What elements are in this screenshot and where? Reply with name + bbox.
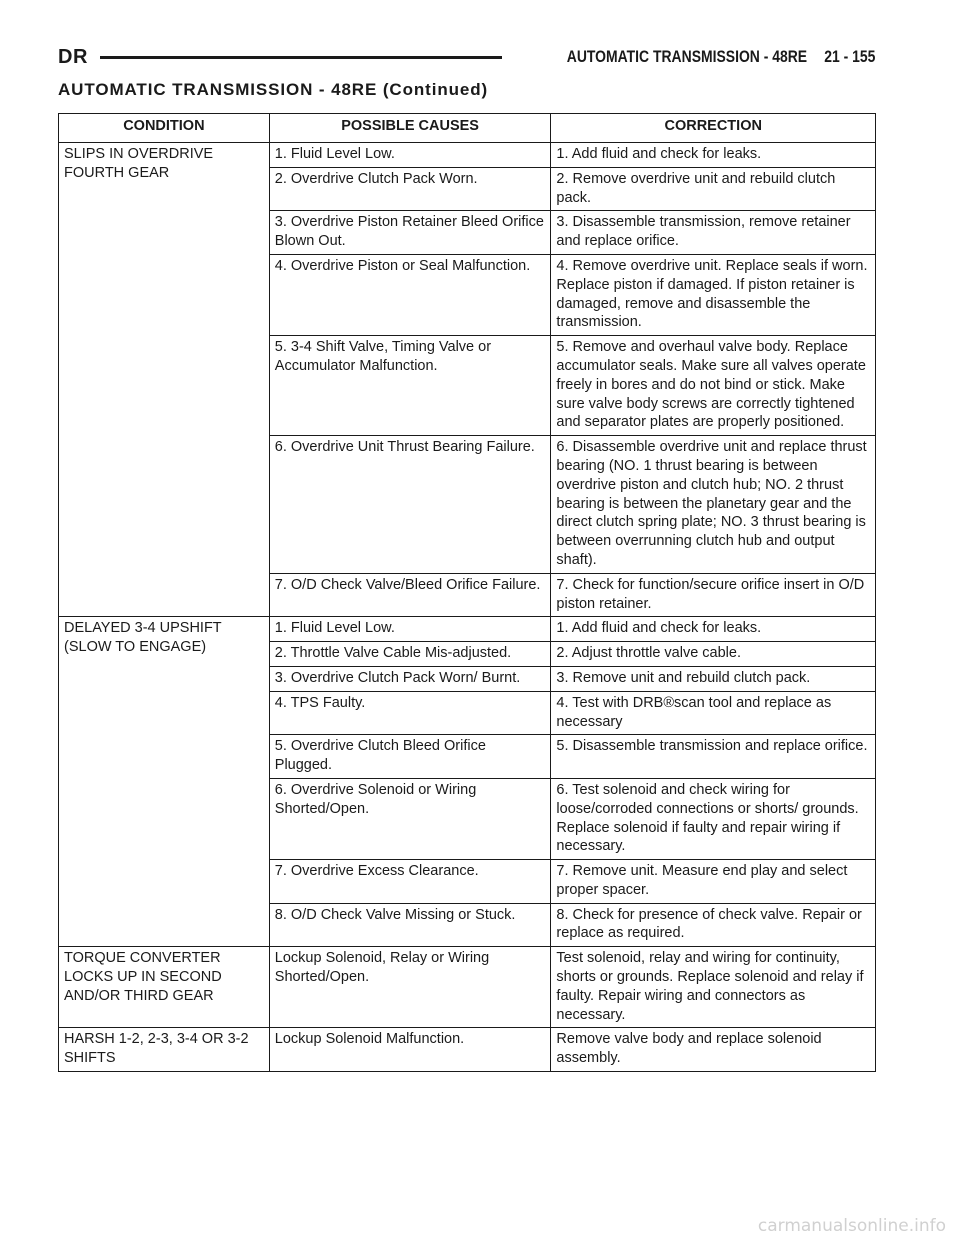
column-header-correction: CORRECTION xyxy=(551,114,876,143)
correction-cell: 2. Remove overdrive unit and rebuild clutch pack. xyxy=(551,167,876,211)
condition-cell: HARSH 1-2, 2-3, 3-4 OR 3-2 SHIFTS xyxy=(59,1028,270,1072)
cause-cell: 7. O/D Check Valve/Bleed Orifice Failure. xyxy=(269,573,551,617)
cause-cell: 3. Overdrive Clutch Pack Worn/ Burnt. xyxy=(269,666,551,691)
cause-cell: 3. Overdrive Piston Retainer Bleed Orifice Blown Out. xyxy=(269,211,551,255)
correction-cell: Remove valve body and replace solenoid assembly. xyxy=(551,1028,876,1072)
cause-cell: Lockup Solenoid Malfunction. xyxy=(269,1028,551,1072)
table-header-row xyxy=(59,114,876,143)
cause-cell: 6. Overdrive Unit Thrust Bearing Failure. xyxy=(269,436,551,574)
correction-cell: 2. Adjust throttle valve cable. xyxy=(551,642,876,667)
table-row xyxy=(59,947,876,1028)
correction-cell: 3. Remove unit and rebuild clutch pack. xyxy=(551,666,876,691)
header-rule xyxy=(100,56,502,59)
table-body xyxy=(59,143,876,1072)
table-row xyxy=(59,1028,876,1072)
cause-cell: 2. Overdrive Clutch Pack Worn. xyxy=(269,167,551,211)
correction-cell: 5. Disassemble transmission and replace orifice. xyxy=(551,735,876,779)
correction-cell: 4. Test with DRB®scan tool and replace as necessary xyxy=(551,691,876,735)
correction-cell: 7. Remove unit. Measure end play and select proper spacer. xyxy=(551,860,876,904)
correction-cell: 4. Remove overdrive unit. Replace seals if worn. Replace piston if damaged. If piston retainer is damaged, remove and disassemble the transmission. xyxy=(551,254,876,335)
table-row xyxy=(59,617,876,642)
cause-cell: 5. Overdrive Clutch Bleed Orifice Plugged. xyxy=(269,735,551,779)
cause-cell: 1. Fluid Level Low. xyxy=(269,617,551,642)
cause-cell: 2. Throttle Valve Cable Mis-adjusted. xyxy=(269,642,551,667)
header-title: AUTOMATIC TRANSMISSION - 48RE xyxy=(566,47,807,66)
page-number: 21 - 155 xyxy=(823,47,875,66)
correction-cell: 1. Add fluid and check for leaks. xyxy=(551,617,876,642)
page-subtitle: AUTOMATIC TRANSMISSION - 48RE (Continued) xyxy=(58,80,489,99)
correction-cell: Test solenoid, relay and wiring for continuity, shorts or grounds. Replace solenoid and relay if faulty. Repair wiring and connectors as necessary. xyxy=(551,947,876,1028)
correction-cell: 1. Add fluid and check for leaks. xyxy=(551,143,876,168)
cause-cell: 8. O/D Check Valve Missing or Stuck. xyxy=(269,903,551,947)
watermark: carmanualsonline.info xyxy=(757,1216,946,1236)
column-header-causes: POSSIBLE CAUSES xyxy=(269,114,551,143)
diagnosis-table xyxy=(58,113,876,1072)
condition-cell: DELAYED 3-4 UPSHIFT (SLOW TO ENGAGE) xyxy=(59,617,270,947)
correction-cell: 6. Disassemble overdrive unit and replace thrust bearing (NO. 1 thrust bearing is between overdrive piston and clutch hub; NO. 2 thrust bearing is between the planetary gear and the direct clutch spring plate; NO. 3 thrust bearing is between overrunning clutch hub and output shaft). xyxy=(551,436,876,574)
cause-cell: 7. Overdrive Excess Clearance. xyxy=(269,860,551,904)
cause-cell: 1. Fluid Level Low. xyxy=(269,143,551,168)
table-row xyxy=(59,143,876,168)
correction-cell: 3. Disassemble transmission, remove retainer and replace orifice. xyxy=(551,211,876,255)
section-code: DR xyxy=(58,45,88,68)
correction-cell: 8. Check for presence of check valve. Repair or replace as required. xyxy=(551,903,876,947)
condition-cell: SLIPS IN OVERDRIVE FOURTH GEAR xyxy=(59,143,270,617)
column-header-condition: CONDITION xyxy=(59,114,270,143)
cause-cell: 5. 3-4 Shift Valve, Timing Valve or Accumulator Malfunction. xyxy=(269,336,551,436)
cause-cell: 4. Overdrive Piston or Seal Malfunction. xyxy=(269,254,551,335)
cause-cell: 6. Overdrive Solenoid or Wiring Shorted/Open. xyxy=(269,778,551,859)
correction-cell: 6. Test solenoid and check wiring for loose/corroded connections or shorts/ grounds. Replace solenoid if faulty and repair wiring if necessary. xyxy=(551,778,876,859)
correction-cell: 7. Check for function/secure orifice insert in O/D piston retainer. xyxy=(551,573,876,617)
cause-cell: Lockup Solenoid, Relay or Wiring Shorted/Open. xyxy=(269,947,551,1028)
page-header xyxy=(58,44,875,70)
condition-cell: TORQUE CONVERTER LOCKS UP IN SECOND AND/OR THIRD GEAR xyxy=(59,947,270,1028)
correction-cell: 5. Remove and overhaul valve body. Replace accumulator seals. Make sure all valves operate freely in bores and do not bind or stick. Make sure valve body screws are correctly tightened and separator plates are properly positioned. xyxy=(551,336,876,436)
cause-cell: 4. TPS Faulty. xyxy=(269,691,551,735)
